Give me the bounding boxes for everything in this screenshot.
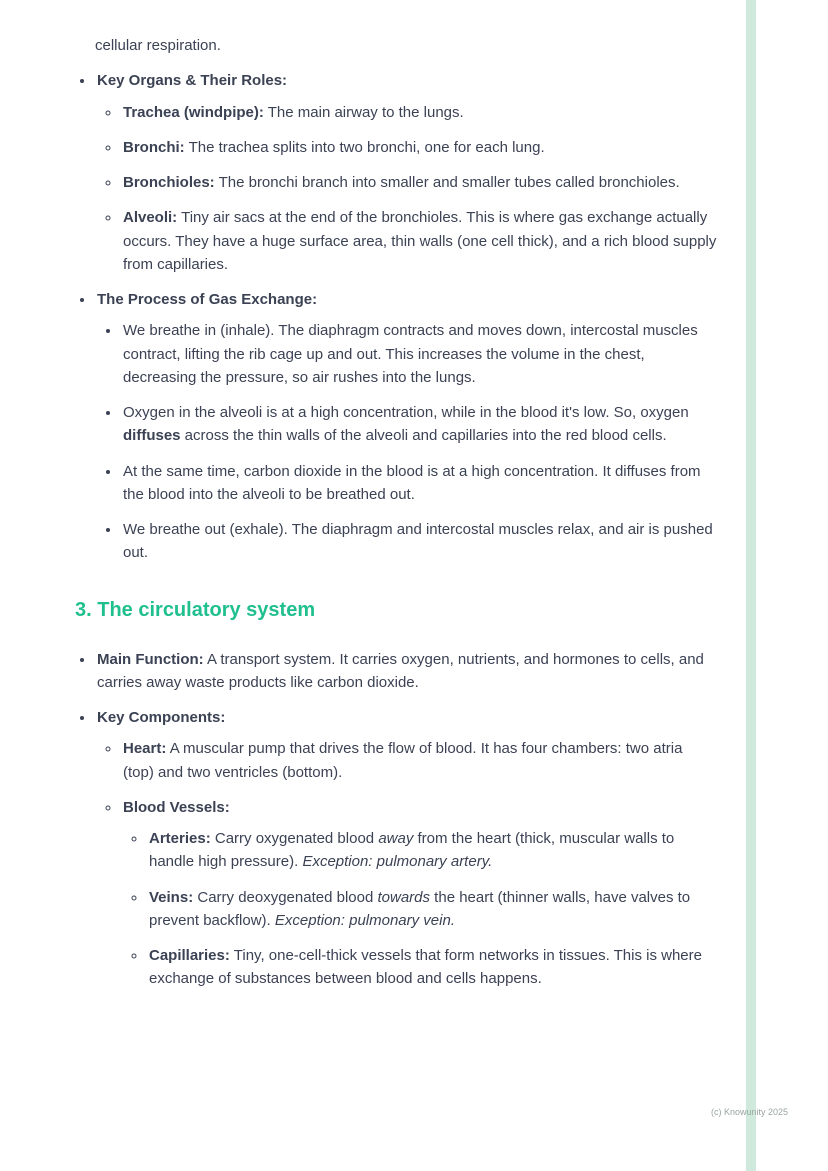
list-item-text [123, 322, 698, 386]
list-item [121, 401, 717, 448]
list-item-text [123, 521, 713, 561]
text-segment: A transport system. It carries oxygen, nutrients, and hormones to cells, and carries away waste products like carbon dioxide. [97, 650, 704, 691]
list-item [121, 101, 717, 124]
list-item-text [97, 709, 225, 726]
text-segment: from the heart (thick, muscular walls to handle high pressure). [149, 830, 675, 871]
text-segment: At the same time, carbon dioxide in the blood is at a high concentration. It diffuses from the blood into the alveoli to be breathed out. [123, 462, 701, 503]
text-segment: The main airway to the lungs. [263, 103, 464, 121]
list-item-text [123, 740, 682, 780]
text-segment: towards [377, 888, 431, 906]
text-segment: Exception: pulmonary vein. [274, 911, 455, 929]
list-item-text [149, 830, 674, 870]
text-segment: Exception: pulmonary artery. [302, 853, 493, 871]
list-item [95, 648, 717, 695]
text-segment: The Process of Gas Exchange: [97, 291, 318, 308]
text-segment: The bronchi branch into smaller and smaller tubes called bronchioles. [214, 174, 680, 191]
list-item [121, 319, 717, 389]
text-segment: We breathe out (exhale). The diaphragm and intercostal muscles relax, and air is pushed out. [123, 521, 713, 562]
text-segment: We breathe in (inhale). The diaphragm contracts and moves down, intercostal muscles contract, lifting the rib cage up and out. This increases the volume in the chest, decreasing the pressure, so air rushes into the lungs. [123, 322, 698, 386]
text-segment: Alveoli: [123, 209, 178, 227]
list-item-text [123, 104, 464, 121]
list-item-text [149, 947, 702, 987]
list-item-text [123, 404, 689, 444]
text-segment: Carry deoxygenated blood [193, 888, 378, 906]
paragraph [95, 34, 717, 57]
bullet-list [97, 101, 717, 277]
text-segment: Bronchi: [123, 138, 185, 156]
text-segment: A muscular pump that drives the flow of blood. It has four chambers: two atria (top) and two ventricles (bottom). [123, 740, 683, 781]
list-item [121, 460, 717, 507]
list-item [121, 518, 717, 565]
text-segment: Arteries: [149, 830, 211, 847]
list-item [121, 136, 717, 159]
text-segment: Key Components: [97, 709, 226, 726]
text-segment: Key Organs & Their Roles: [97, 72, 288, 90]
text-segment: cellular respiration. [95, 37, 221, 54]
list-item-text [97, 651, 704, 691]
list-item-text [97, 291, 317, 308]
text-segment: The trachea splits into two bronchi, one for each lung. [184, 138, 545, 156]
text-segment: away [378, 830, 414, 847]
list-item [121, 206, 717, 276]
text-segment: Oxygen in the alveoli is at a high concentration, while in the blood it's low. So, oxygen [123, 404, 689, 421]
bullet-list [97, 319, 717, 564]
text-segment: Capillaries: [149, 947, 230, 964]
text-segment: Bronchioles: [123, 174, 215, 191]
list-item-text [123, 799, 230, 816]
text-segment: across the thin walls of the alveoli and capillaries into the red blood cells. [180, 427, 667, 445]
page-edge-bar [746, 0, 756, 1171]
list-item-text [123, 209, 716, 273]
bullet-list [75, 648, 717, 991]
list-item-text [149, 889, 690, 929]
text-segment: Veins: [149, 888, 194, 906]
bullet-list [97, 737, 717, 990]
list-item [147, 944, 717, 991]
text-segment: Trachea (windpipe): [123, 103, 264, 121]
bullet-list [123, 827, 717, 991]
list-item [121, 796, 717, 991]
copyright-footer: (c) Knowunity 2025 [710, 1107, 788, 1117]
bullet-list [75, 69, 717, 564]
list-item [121, 171, 717, 194]
list-item [147, 827, 717, 874]
text-segment: the heart (thinner walls, have valves to prevent backflow). [149, 888, 691, 929]
text-segment: Tiny air sacs at the end of the bronchioles. This is where gas exchange actually occurs. They have a huge surface area, thin walls (one cell thick), and a rich blood supply from capillaries. [123, 209, 717, 273]
list-item [147, 886, 717, 933]
list-item [95, 69, 717, 276]
list-item-text [123, 463, 701, 503]
text-segment: Tiny, one-cell-thick vessels that form networks in tissues. This is where exchange of substances between blood and cells happens. [149, 947, 702, 988]
text-segment: diffuses [123, 427, 181, 445]
document-content [75, 34, 717, 1003]
text-segment: Main Function: [97, 650, 204, 668]
list-item-text [97, 72, 287, 89]
list-item-text [123, 139, 545, 156]
text-segment: Blood Vessels: [123, 798, 230, 816]
text-segment: Heart: [123, 740, 167, 758]
text-segment: Carry oxygenated blood [210, 830, 379, 847]
list-item [121, 737, 717, 784]
list-item [95, 288, 717, 565]
list-item [95, 706, 717, 991]
section-heading: 3. The circulatory system [75, 598, 316, 621]
list-item-text [123, 174, 680, 191]
